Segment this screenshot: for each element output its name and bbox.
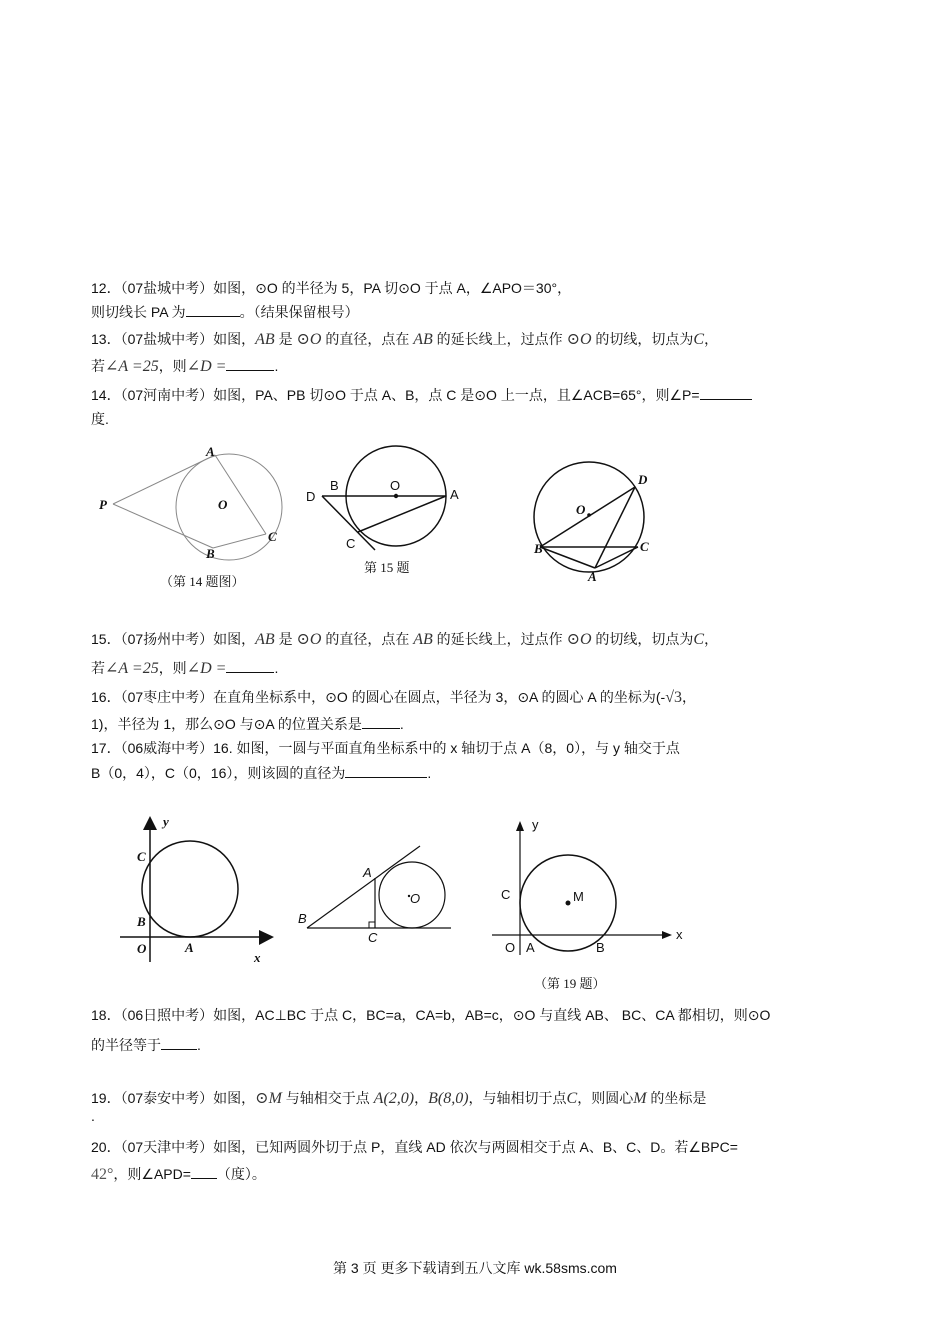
q13-line2 <box>91 356 278 377</box>
q20-degree: 42° <box>91 1166 114 1183</box>
fig19-center-dot <box>566 901 571 906</box>
q15-angle-d: ∠D = <box>186 660 227 677</box>
q19-point-b: B(8,0) <box>428 1090 469 1107</box>
fig19-label-b: B <box>596 940 605 955</box>
q19-point-c: C <box>566 1090 578 1107</box>
fig17-y-arrow <box>143 816 157 830</box>
fig14-chord-ac <box>215 455 266 534</box>
q18-line2 <box>91 1035 201 1055</box>
fig-dobc-label-d: D <box>638 472 648 487</box>
q17-line2 <box>91 763 431 783</box>
fig-dobc-label-b: B <box>534 541 543 556</box>
fig17-x-arrow <box>259 930 274 945</box>
q14-line1 <box>91 385 752 405</box>
fig14-caption: （第 14 题图） <box>160 574 245 589</box>
q15-c: C <box>693 631 705 648</box>
q12-line2 <box>91 302 359 322</box>
q20-line2-b: （度）。 <box>216 1166 266 1182</box>
fig18-hypotenuse-line <box>307 846 420 928</box>
fig15-center-dot <box>394 494 398 498</box>
fig19-label-m: M <box>573 889 584 904</box>
q16-text-a: 16．（07枣庄中考）在直角坐标系中，⊙O 的圆心在圆点，半径为 3，⊙A 的圆心 A 的坐标为( <box>91 689 661 705</box>
fig-dobc-chord-ba <box>540 547 595 568</box>
q15-text-e: 的切线，切点为 <box>591 631 694 647</box>
fig-dobc-center-dot <box>587 513 591 517</box>
q15-ab-2: AB <box>413 631 433 648</box>
q20-line2 <box>91 1164 266 1185</box>
fig15-label-a: A <box>450 487 459 502</box>
fig14-tangent-pa <box>113 455 215 504</box>
q15-angle-a: ∠A =25 <box>105 660 159 677</box>
fig18-label-b: B <box>298 911 307 926</box>
q15-text-a: 15．（07扬州中考）如图， <box>91 631 256 647</box>
q17-line2-pre: B（0，4），C（0，16），则该圆的直径为 <box>91 765 346 781</box>
figure-dobca <box>525 460 665 590</box>
q13-text-c: 的直径，点在 <box>321 331 414 347</box>
q14-text: 14．（07河南中考）如图，PA、PB 切⊙O 于点 A、B，点 C 是⊙O 上一点，且∠ACB=65°，则∠P= <box>91 387 700 403</box>
fig19-label-y: y <box>532 817 539 832</box>
q18-line2-pre: 的半径等于 <box>91 1037 161 1053</box>
fig19-label-c: C <box>501 887 511 902</box>
q15-circle-o-2: ⊙O <box>566 631 592 648</box>
q13-angle-d: ∠D = <box>186 358 227 375</box>
q15-text-b: 是 <box>274 631 297 647</box>
q14-answer-blank <box>700 385 752 400</box>
q13-text-f: ， <box>704 331 719 347</box>
q19-center-m: M <box>633 1090 647 1107</box>
fig14-label-c: C <box>268 529 277 544</box>
fig18-label-o: O <box>410 891 421 906</box>
fig-dobc-label-o: O <box>576 502 586 517</box>
fig17-label-x: x <box>254 950 261 965</box>
fig17-label-c: C <box>137 849 146 864</box>
q13-angle-a: ∠A =25 <box>105 358 159 375</box>
q13-line1 <box>91 329 718 350</box>
q13-text-e: 的切线，切点为 <box>591 331 694 347</box>
fig14-label-b: B <box>206 546 215 561</box>
fig19-label-x: x <box>676 927 683 942</box>
q16-line2-a: 1)，半径为 1，那么⊙O 与⊙A 的位置关系是 <box>91 716 362 732</box>
fig14-label-o: O <box>218 497 228 512</box>
q17-line1: 17．（06威海中考）16. 如图，一圆与平面直角坐标系中的 x 轴切于点 A（8，0），与 y 轴交于点 <box>91 740 680 756</box>
figure-15 <box>300 440 470 560</box>
q20-answer-blank <box>191 1164 217 1179</box>
q19-text-d: ，与轴相切于点 <box>468 1090 567 1106</box>
q13-line2-c: . <box>274 358 279 374</box>
q18-line1: 18．（06日照中考）如图，AC⊥BC 于点 C，BC=a，CA=b，AB=c，⊙O 与直线 AB、 BC、CA 都相切，则⊙O <box>91 1007 771 1023</box>
q13-text-a: 13．（07盐城中考）如图， <box>91 331 256 347</box>
fig15-caption: 第 15 题 <box>364 560 410 575</box>
q20-line2-a: ，则∠APD= <box>113 1166 191 1182</box>
q19-point-a: A(2,0) <box>373 1090 415 1107</box>
fig18-label-c: C <box>368 930 378 945</box>
q13-line2-b: ，则 <box>158 358 187 374</box>
q19-text-a: 19．（07泰安中考）如图， <box>91 1090 256 1106</box>
q16-answer-blank <box>362 714 400 729</box>
fig18-label-a: A <box>363 865 372 880</box>
fig17-label-a: A <box>185 940 194 955</box>
fig17-label-y: y <box>163 814 169 829</box>
q18-line2-post: . <box>197 1037 201 1053</box>
q15-text-f: ， <box>704 631 719 647</box>
q17-answer-blank <box>345 763 427 778</box>
q20-line1: 20．（07天津中考）如图，已知两圆外切于点 P，直线 AD 依次与两圆相交于点 A、B、C、D。若∠BPC= <box>91 1139 738 1155</box>
q19-line2: . <box>91 1108 95 1124</box>
fig-dobc-label-c: C <box>640 539 649 554</box>
q15-ab: AB <box>255 631 275 648</box>
fig14-tangent-pb <box>113 504 213 548</box>
q15-text-c: 的直径，点在 <box>321 631 414 647</box>
q13-text-b: 是 <box>274 331 297 347</box>
q12-line2-post: 。（结果保留根号） <box>239 304 359 320</box>
q13-ab: AB <box>255 331 275 348</box>
q12-answer-blank <box>186 302 240 317</box>
fig14-label-a: A <box>206 444 215 459</box>
fig15-label-d: D <box>306 489 316 504</box>
q15-line2-c: . <box>274 660 279 676</box>
figure-19 <box>488 815 698 965</box>
fig19-label-a: A <box>526 940 535 955</box>
q13-line2-a: 若 <box>91 358 105 374</box>
fig15-label-c: C <box>346 536 356 551</box>
q18-answer-blank <box>161 1035 197 1050</box>
q19-text-b: 与轴相交于点 <box>281 1090 374 1106</box>
page-footer: 第 3 页 更多下载请到五八文库 wk.58sms.com <box>333 1260 617 1276</box>
q16-text-b: ， <box>681 689 696 705</box>
fig17-label-o: O <box>137 941 147 956</box>
fig14-label-p: P <box>99 497 107 512</box>
fig15-chord-ac <box>358 496 446 532</box>
fig-dobc-circle <box>534 462 644 572</box>
q12-line1: 12．（07盐城中考）如图，⊙O 的半径为 5，PA 切⊙O 于点 A，∠APO＝30°， <box>91 280 572 296</box>
q16-line2 <box>91 714 404 734</box>
fig19-x-arrow <box>662 931 672 939</box>
q15-line2-b: ，则 <box>158 660 187 676</box>
q13-answer-blank <box>226 356 274 371</box>
fig17-circle <box>142 841 238 937</box>
q13-circle-o-2: ⊙O <box>566 331 592 348</box>
figure-17 <box>115 812 285 967</box>
fig15-label-b: B <box>330 478 339 493</box>
figure-14 <box>95 440 295 570</box>
fig14-chord-bc <box>213 534 266 548</box>
q19-text-f: 的坐标是 <box>646 1090 707 1106</box>
q15-text-d: 的延长线上，过点作 <box>432 631 567 647</box>
fig15-label-o: O <box>390 478 401 493</box>
q12-line2-pre: 则切线长 PA 为 <box>91 304 186 320</box>
q16-line1 <box>91 687 696 708</box>
fig19-label-o: O <box>505 940 516 955</box>
q13-text-d: 的延长线上，过点作 <box>432 331 567 347</box>
q19-text-c: ， <box>414 1090 429 1106</box>
q16-sqrt3: √3 <box>665 689 682 706</box>
q19-circle-m: ⊙M <box>255 1090 282 1107</box>
q15-circle-o: ⊙O <box>296 631 322 648</box>
q15-line2-a: 若 <box>91 660 105 676</box>
fig-dobc-label-a: A <box>588 569 597 584</box>
q19-line1 <box>91 1088 706 1109</box>
fig19-caption: （第 19 题） <box>534 976 606 991</box>
q13-ab-2: AB <box>413 331 433 348</box>
fig19-y-arrow <box>516 821 524 831</box>
q13-circle-o: ⊙O <box>296 331 322 348</box>
q16-minus: - <box>660 689 666 705</box>
figure-18 <box>295 840 465 950</box>
q13-c: C <box>693 331 705 348</box>
q15-answer-blank <box>226 658 274 673</box>
q14-line2: 度. <box>91 411 109 427</box>
q15-line1 <box>91 629 718 650</box>
fig17-label-b: B <box>137 914 146 929</box>
fig18-center-dot <box>408 895 410 897</box>
fig18-right-angle <box>369 922 375 928</box>
q16-line2-b: . <box>399 716 404 732</box>
q15-line2 <box>91 658 278 679</box>
q19-text-e: ，则圆心 <box>577 1090 634 1106</box>
q17-line2-post: . <box>427 765 432 781</box>
